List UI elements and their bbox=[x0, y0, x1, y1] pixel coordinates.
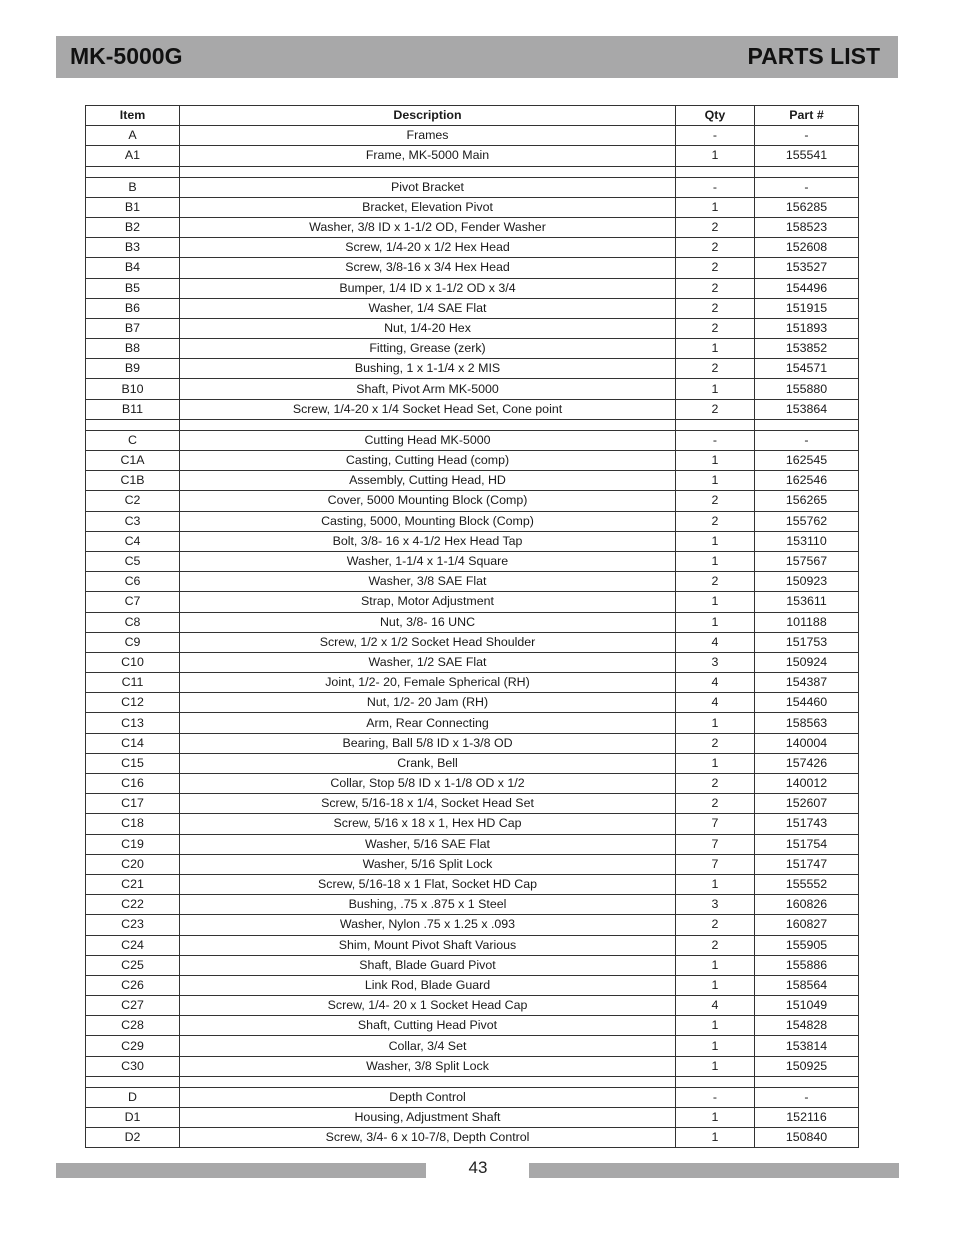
table-spacer-row bbox=[86, 419, 859, 430]
cell-item: B7 bbox=[86, 318, 180, 338]
cell-part-number: 162546 bbox=[755, 471, 859, 491]
footer-bar-left bbox=[56, 1163, 426, 1178]
cell-description: Arm, Rear Connecting bbox=[180, 713, 676, 733]
table-row bbox=[86, 774, 859, 794]
cell-description: Screw, 1/4-20 x 1/4 Socket Head Set, Cone point bbox=[180, 399, 676, 419]
table-row bbox=[86, 652, 859, 672]
cell-item: C25 bbox=[86, 955, 180, 975]
cell-part-number: 152116 bbox=[755, 1108, 859, 1128]
cell-qty: 7 bbox=[676, 814, 755, 834]
cell-item: B8 bbox=[86, 339, 180, 359]
cell-qty: 1 bbox=[676, 753, 755, 773]
cell-description: Bolt, 3/8- 16 x 4-1/2 Hex Head Tap bbox=[180, 531, 676, 551]
cell-part-number: 140012 bbox=[755, 774, 859, 794]
cell-item: A1 bbox=[86, 146, 180, 166]
cell-qty: 2 bbox=[676, 278, 755, 298]
cell-item bbox=[86, 166, 180, 177]
cell-description: Cutting Head MK-5000 bbox=[180, 430, 676, 450]
cell-part-number: 153852 bbox=[755, 339, 859, 359]
cell-qty: 2 bbox=[676, 572, 755, 592]
cell-item: C30 bbox=[86, 1056, 180, 1076]
table-row bbox=[86, 197, 859, 217]
cell-description: Collar, 3/4 Set bbox=[180, 1036, 676, 1056]
cell-description bbox=[180, 166, 676, 177]
table-row bbox=[86, 592, 859, 612]
cell-description: Collar, Stop 5/8 ID x 1-1/8 OD x 1/2 bbox=[180, 774, 676, 794]
cell-item: D bbox=[86, 1087, 180, 1107]
table-row bbox=[86, 874, 859, 894]
cell-description: Pivot Bracket bbox=[180, 177, 676, 197]
cell-item: C18 bbox=[86, 814, 180, 834]
table-row bbox=[86, 834, 859, 854]
cell-item: B2 bbox=[86, 217, 180, 237]
cell-description: Washer, 1/2 SAE Flat bbox=[180, 652, 676, 672]
cell-item: C10 bbox=[86, 652, 180, 672]
cell-item: C22 bbox=[86, 895, 180, 915]
cell-qty: 1 bbox=[676, 379, 755, 399]
cell-part-number bbox=[755, 166, 859, 177]
cell-item: C3 bbox=[86, 511, 180, 531]
cell-description: Washer, 3/8 Split Lock bbox=[180, 1056, 676, 1076]
table-row bbox=[86, 814, 859, 834]
table-row bbox=[86, 572, 859, 592]
cell-qty: 2 bbox=[676, 935, 755, 955]
cell-description: Casting, 5000, Mounting Block (Comp) bbox=[180, 511, 676, 531]
cell-item: A bbox=[86, 126, 180, 146]
cell-item: C27 bbox=[86, 996, 180, 1016]
cell-part-number: 154571 bbox=[755, 359, 859, 379]
cell-qty: 2 bbox=[676, 794, 755, 814]
cell-description: Casting, Cutting Head (comp) bbox=[180, 451, 676, 471]
table-row bbox=[86, 177, 859, 197]
cell-item: C14 bbox=[86, 733, 180, 753]
cell-qty: - bbox=[676, 126, 755, 146]
cell-item: B4 bbox=[86, 258, 180, 278]
cell-description: Bumper, 1/4 ID x 1-1/2 OD x 3/4 bbox=[180, 278, 676, 298]
cell-part-number: 153110 bbox=[755, 531, 859, 551]
table-row bbox=[86, 794, 859, 814]
cell-part-number: 153864 bbox=[755, 399, 859, 419]
cell-qty: 1 bbox=[676, 531, 755, 551]
cell-description: Washer, 3/8 ID x 1-1/2 OD, Fender Washer bbox=[180, 217, 676, 237]
cell-item: C1A bbox=[86, 451, 180, 471]
cell-item: C21 bbox=[86, 874, 180, 894]
cell-item: C5 bbox=[86, 551, 180, 571]
cell-description bbox=[180, 1076, 676, 1087]
cell-item: C23 bbox=[86, 915, 180, 935]
cell-item: C7 bbox=[86, 592, 180, 612]
cell-description: Washer, 1-1/4 x 1-1/4 Square bbox=[180, 551, 676, 571]
cell-part-number: 157426 bbox=[755, 753, 859, 773]
cell-item: C28 bbox=[86, 1016, 180, 1036]
cell-qty: 2 bbox=[676, 733, 755, 753]
cell-qty: 4 bbox=[676, 673, 755, 693]
cell-part-number bbox=[755, 1076, 859, 1087]
cell-qty: 2 bbox=[676, 238, 755, 258]
cell-qty: 7 bbox=[676, 834, 755, 854]
cell-item: C6 bbox=[86, 572, 180, 592]
cell-item: C12 bbox=[86, 693, 180, 713]
cell-item: C9 bbox=[86, 632, 180, 652]
table-row bbox=[86, 451, 859, 471]
cell-qty: 2 bbox=[676, 318, 755, 338]
table-row bbox=[86, 278, 859, 298]
column-header-qty: Qty bbox=[676, 106, 755, 126]
cell-description: Bracket, Elevation Pivot bbox=[180, 197, 676, 217]
table-row bbox=[86, 673, 859, 693]
table-spacer-row bbox=[86, 166, 859, 177]
cell-description: Washer, 1/4 SAE Flat bbox=[180, 298, 676, 318]
table-row bbox=[86, 1128, 859, 1148]
cell-part-number: - bbox=[755, 430, 859, 450]
table-row bbox=[86, 339, 859, 359]
cell-item: C15 bbox=[86, 753, 180, 773]
cell-qty: 2 bbox=[676, 258, 755, 278]
table-row bbox=[86, 632, 859, 652]
cell-description: Fitting, Grease (zerk) bbox=[180, 339, 676, 359]
table-row bbox=[86, 975, 859, 995]
cell-description: Joint, 1/2- 20, Female Spherical (RH) bbox=[180, 673, 676, 693]
table-row bbox=[86, 733, 859, 753]
cell-item: C1B bbox=[86, 471, 180, 491]
table-row bbox=[86, 531, 859, 551]
cell-item: C8 bbox=[86, 612, 180, 632]
cell-qty: - bbox=[676, 177, 755, 197]
cell-item: B10 bbox=[86, 379, 180, 399]
cell-part-number: 158564 bbox=[755, 975, 859, 995]
cell-qty: 2 bbox=[676, 298, 755, 318]
cell-description: Shaft, Cutting Head Pivot bbox=[180, 1016, 676, 1036]
cell-description: Bearing, Ball 5/8 ID x 1-3/8 OD bbox=[180, 733, 676, 753]
cell-item: C17 bbox=[86, 794, 180, 814]
table-row bbox=[86, 895, 859, 915]
cell-part-number: 151754 bbox=[755, 834, 859, 854]
cell-description: Screw, 1/4-20 x 1/2 Hex Head bbox=[180, 238, 676, 258]
cell-part-number: 158563 bbox=[755, 713, 859, 733]
cell-part-number: 151893 bbox=[755, 318, 859, 338]
cell-qty: 4 bbox=[676, 996, 755, 1016]
cell-description: Screw, 1/4- 20 x 1 Socket Head Cap bbox=[180, 996, 676, 1016]
table-row bbox=[86, 238, 859, 258]
table-row bbox=[86, 126, 859, 146]
cell-part-number: 155905 bbox=[755, 935, 859, 955]
cell-qty: 1 bbox=[676, 1016, 755, 1036]
cell-item: B bbox=[86, 177, 180, 197]
cell-description: Bushing, .75 x .875 x 1 Steel bbox=[180, 895, 676, 915]
cell-item bbox=[86, 419, 180, 430]
cell-description: Nut, 1/4-20 Hex bbox=[180, 318, 676, 338]
cell-description: Screw, 3/8-16 x 3/4 Hex Head bbox=[180, 258, 676, 278]
table-row bbox=[86, 935, 859, 955]
cell-part-number: 140004 bbox=[755, 733, 859, 753]
cell-qty: 1 bbox=[676, 592, 755, 612]
table-row bbox=[86, 693, 859, 713]
cell-description: Assembly, Cutting Head, HD bbox=[180, 471, 676, 491]
table-row bbox=[86, 258, 859, 278]
cell-item: C bbox=[86, 430, 180, 450]
cell-item: B5 bbox=[86, 278, 180, 298]
column-header-item: Item bbox=[86, 106, 180, 126]
table-row bbox=[86, 612, 859, 632]
table-row bbox=[86, 471, 859, 491]
column-header-part-number: Part # bbox=[755, 106, 859, 126]
cell-qty: 1 bbox=[676, 197, 755, 217]
cell-qty: 1 bbox=[676, 1108, 755, 1128]
table-row bbox=[86, 379, 859, 399]
cell-qty: 2 bbox=[676, 399, 755, 419]
parts-table-body bbox=[86, 126, 859, 1148]
cell-item: C2 bbox=[86, 491, 180, 511]
cell-description: Shaft, Blade Guard Pivot bbox=[180, 955, 676, 975]
cell-part-number: 152607 bbox=[755, 794, 859, 814]
table-row bbox=[86, 955, 859, 975]
cell-item: B9 bbox=[86, 359, 180, 379]
table-row bbox=[86, 430, 859, 450]
cell-qty bbox=[676, 1076, 755, 1087]
cell-part-number: 153611 bbox=[755, 592, 859, 612]
table-row bbox=[86, 1056, 859, 1076]
cell-item: C24 bbox=[86, 935, 180, 955]
table-row bbox=[86, 753, 859, 773]
table-row bbox=[86, 318, 859, 338]
cell-qty: 1 bbox=[676, 1128, 755, 1148]
cell-qty: 1 bbox=[676, 551, 755, 571]
cell-part-number: 150840 bbox=[755, 1128, 859, 1148]
cell-qty: - bbox=[676, 1087, 755, 1107]
cell-part-number: 154496 bbox=[755, 278, 859, 298]
cell-description: Washer, Nylon .75 x 1.25 x .093 bbox=[180, 915, 676, 935]
cell-description: Bushing, 1 x 1-1/4 x 2 MIS bbox=[180, 359, 676, 379]
cell-qty: 1 bbox=[676, 612, 755, 632]
cell-description: Screw, 5/16-18 x 1 Flat, Socket HD Cap bbox=[180, 874, 676, 894]
cell-item: C19 bbox=[86, 834, 180, 854]
cell-part-number: - bbox=[755, 177, 859, 197]
cell-part-number: 154387 bbox=[755, 673, 859, 693]
cell-item: B3 bbox=[86, 238, 180, 258]
cell-part-number: 155552 bbox=[755, 874, 859, 894]
cell-description: Housing, Adjustment Shaft bbox=[180, 1108, 676, 1128]
cell-part-number: 151743 bbox=[755, 814, 859, 834]
cell-qty: 1 bbox=[676, 339, 755, 359]
cell-part-number: 155762 bbox=[755, 511, 859, 531]
cell-part-number: 150923 bbox=[755, 572, 859, 592]
cell-item: D1 bbox=[86, 1108, 180, 1128]
cell-qty: 2 bbox=[676, 491, 755, 511]
cell-part-number: 150924 bbox=[755, 652, 859, 672]
cell-item: D2 bbox=[86, 1128, 180, 1148]
parts-table bbox=[85, 105, 859, 1148]
cell-item: C13 bbox=[86, 713, 180, 733]
cell-description: Nut, 1/2- 20 Jam (RH) bbox=[180, 693, 676, 713]
cell-qty: 4 bbox=[676, 693, 755, 713]
cell-item: C20 bbox=[86, 854, 180, 874]
table-row bbox=[86, 511, 859, 531]
cell-qty: 7 bbox=[676, 854, 755, 874]
cell-qty: 1 bbox=[676, 1036, 755, 1056]
cell-part-number: 158523 bbox=[755, 217, 859, 237]
table-row bbox=[86, 1016, 859, 1036]
model-title: MK-5000G bbox=[70, 43, 183, 69]
cell-description: Screw, 1/2 x 1/2 Socket Head Shoulder bbox=[180, 632, 676, 652]
table-row bbox=[86, 1036, 859, 1056]
cell-qty: 2 bbox=[676, 774, 755, 794]
cell-qty bbox=[676, 419, 755, 430]
cell-part-number: 154460 bbox=[755, 693, 859, 713]
table-row bbox=[86, 996, 859, 1016]
cell-part-number bbox=[755, 419, 859, 430]
cell-item: C16 bbox=[86, 774, 180, 794]
cell-description: Washer, 5/16 SAE Flat bbox=[180, 834, 676, 854]
cell-qty: 1 bbox=[676, 874, 755, 894]
column-header-description: Description bbox=[180, 106, 676, 126]
cell-part-number: 155886 bbox=[755, 955, 859, 975]
cell-part-number: 160827 bbox=[755, 915, 859, 935]
cell-item: B11 bbox=[86, 399, 180, 419]
cell-description: Washer, 3/8 SAE Flat bbox=[180, 572, 676, 592]
table-row bbox=[86, 298, 859, 318]
cell-part-number: 151915 bbox=[755, 298, 859, 318]
cell-item: B6 bbox=[86, 298, 180, 318]
cell-part-number: 155541 bbox=[755, 146, 859, 166]
cell-qty: 1 bbox=[676, 975, 755, 995]
cell-qty: 2 bbox=[676, 359, 755, 379]
table-row bbox=[86, 359, 859, 379]
cell-part-number: 162545 bbox=[755, 451, 859, 471]
cell-item: C29 bbox=[86, 1036, 180, 1056]
table-row bbox=[86, 146, 859, 166]
cell-qty: 3 bbox=[676, 895, 755, 915]
cell-item: B1 bbox=[86, 197, 180, 217]
table-row bbox=[86, 217, 859, 237]
cell-description: Screw, 3/4- 6 x 10-7/8, Depth Control bbox=[180, 1128, 676, 1148]
cell-item: C26 bbox=[86, 975, 180, 995]
cell-description bbox=[180, 419, 676, 430]
cell-qty: 1 bbox=[676, 1056, 755, 1076]
cell-description: Frames bbox=[180, 126, 676, 146]
table-row bbox=[86, 491, 859, 511]
cell-description: Screw, 5/16 x 18 x 1, Hex HD Cap bbox=[180, 814, 676, 834]
table-row bbox=[86, 713, 859, 733]
cell-description: Link Rod, Blade Guard bbox=[180, 975, 676, 995]
table-row bbox=[86, 854, 859, 874]
cell-item: C4 bbox=[86, 531, 180, 551]
cell-description: Nut, 3/8- 16 UNC bbox=[180, 612, 676, 632]
cell-part-number: 153814 bbox=[755, 1036, 859, 1056]
cell-qty: 1 bbox=[676, 713, 755, 733]
cell-item bbox=[86, 1076, 180, 1087]
table-row bbox=[86, 1108, 859, 1128]
cell-part-number: 156285 bbox=[755, 197, 859, 217]
cell-part-number: 151049 bbox=[755, 996, 859, 1016]
cell-qty: 1 bbox=[676, 451, 755, 471]
cell-part-number: 160826 bbox=[755, 895, 859, 915]
cell-description: Crank, Bell bbox=[180, 753, 676, 773]
cell-qty: - bbox=[676, 430, 755, 450]
cell-part-number: 153527 bbox=[755, 258, 859, 278]
cell-qty: 2 bbox=[676, 511, 755, 531]
cell-qty: 4 bbox=[676, 632, 755, 652]
cell-qty: 2 bbox=[676, 217, 755, 237]
cell-description: Shaft, Pivot Arm MK-5000 bbox=[180, 379, 676, 399]
cell-qty: 1 bbox=[676, 146, 755, 166]
cell-description: Strap, Motor Adjustment bbox=[180, 592, 676, 612]
cell-part-number: 157567 bbox=[755, 551, 859, 571]
header-bar bbox=[56, 36, 898, 78]
cell-part-number: 101188 bbox=[755, 612, 859, 632]
cell-part-number: 155880 bbox=[755, 379, 859, 399]
section-title: PARTS LIST bbox=[747, 43, 880, 69]
table-row bbox=[86, 551, 859, 571]
cell-part-number: 152608 bbox=[755, 238, 859, 258]
table-spacer-row bbox=[86, 1076, 859, 1087]
table-row bbox=[86, 399, 859, 419]
cell-qty bbox=[676, 166, 755, 177]
page-number: 43 bbox=[468, 1158, 488, 1177]
cell-part-number: - bbox=[755, 1087, 859, 1107]
cell-qty: 1 bbox=[676, 955, 755, 975]
footer-bar-right bbox=[529, 1163, 899, 1178]
cell-qty: 3 bbox=[676, 652, 755, 672]
cell-description: Cover, 5000 Mounting Block (Comp) bbox=[180, 491, 676, 511]
cell-item: C11 bbox=[86, 673, 180, 693]
cell-qty: 2 bbox=[676, 915, 755, 935]
cell-qty: 1 bbox=[676, 471, 755, 491]
table-row bbox=[86, 1087, 859, 1107]
cell-description: Depth Control bbox=[180, 1087, 676, 1107]
table-header-row bbox=[86, 106, 859, 126]
cell-part-number: 154828 bbox=[755, 1016, 859, 1036]
cell-description: Shim, Mount Pivot Shaft Various bbox=[180, 935, 676, 955]
cell-part-number: 150925 bbox=[755, 1056, 859, 1076]
cell-description: Washer, 5/16 Split Lock bbox=[180, 854, 676, 874]
cell-description: Screw, 5/16-18 x 1/4, Socket Head Set bbox=[180, 794, 676, 814]
cell-part-number: 151753 bbox=[755, 632, 859, 652]
table-row bbox=[86, 915, 859, 935]
cell-description: Frame, MK-5000 Main bbox=[180, 146, 676, 166]
cell-part-number: 156265 bbox=[755, 491, 859, 511]
cell-part-number: - bbox=[755, 126, 859, 146]
cell-part-number: 151747 bbox=[755, 854, 859, 874]
